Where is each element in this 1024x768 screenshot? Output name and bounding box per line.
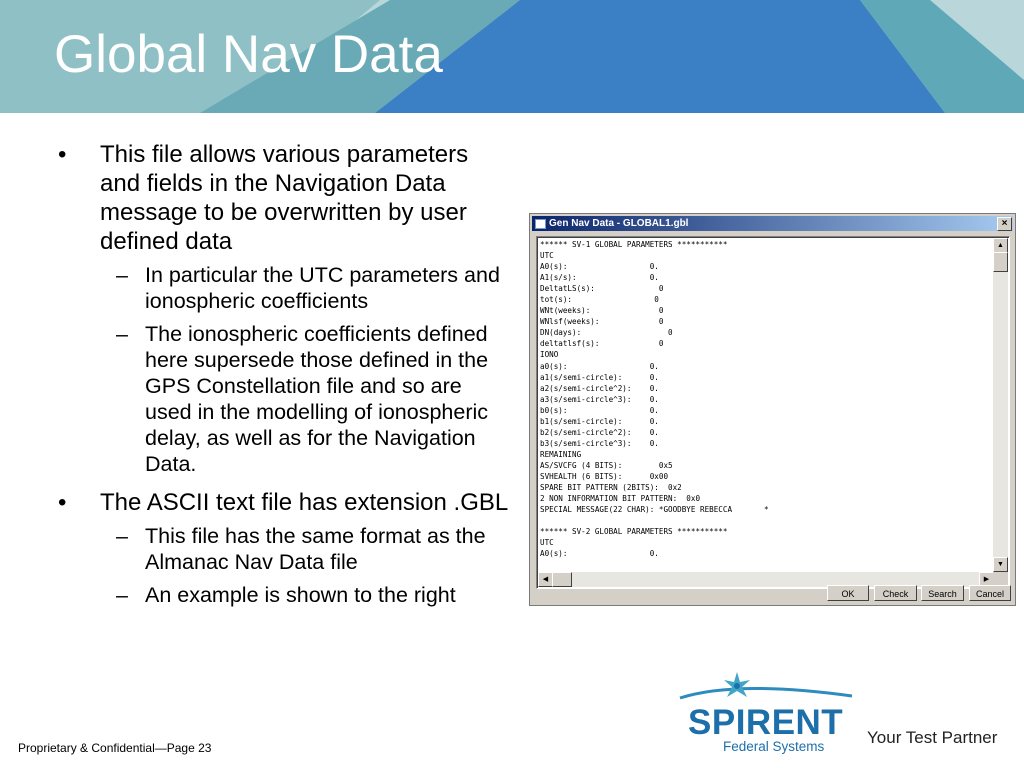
- dialog-title: Gen Nav Data - GLOBAL1.gbl: [549, 218, 689, 229]
- search-button[interactable]: Search: [921, 585, 964, 601]
- sub-bullet-item: [58, 262, 513, 314]
- gen-nav-data-dialog: [529, 213, 1016, 606]
- file-line: SVHEALTH (6 BITS): 0x00: [540, 471, 669, 481]
- file-line: IONO: [540, 350, 559, 360]
- file-line: b0(s): 0.: [540, 405, 659, 415]
- sub-bullet-text: The ionospheric coefficients defined here supersede those defined in the GPS Constellation file and so are used in the modelling of ionospheric delay, as well as for the Navigation Data.: [145, 322, 489, 476]
- bullet-dot: •: [58, 141, 67, 168]
- file-line: WNlsf(weeks): 0: [540, 317, 664, 327]
- file-line: ****** SV-1 GLOBAL PARAMETERS ***********: [540, 240, 728, 249]
- file-contents: [540, 239, 996, 571]
- check-button[interactable]: Check: [874, 585, 917, 601]
- file-line: A1(s/s): 0.: [540, 273, 659, 283]
- file-line: tot(s): 0: [540, 295, 659, 305]
- file-text-area[interactable]: [536, 236, 1010, 589]
- ok-button[interactable]: OK: [827, 585, 869, 601]
- bullet-dot: •: [58, 489, 67, 516]
- file-line: b3(s/semi-circle^3): 0.: [540, 438, 659, 448]
- sub-bullet-item: [58, 523, 513, 575]
- star-icon: [724, 672, 750, 697]
- dash-marker: –: [116, 524, 128, 548]
- scroll-up-button[interactable]: ▲: [993, 238, 1008, 253]
- file-line: a0(s): 0.: [540, 361, 659, 371]
- file-line: AS/SVCFG (4 BITS): 0x5: [540, 460, 673, 470]
- file-line: WNt(weeks): 0: [540, 306, 664, 316]
- dialog-titlebar[interactable]: [532, 216, 1013, 231]
- file-line: a1(s/semi-circle): 0.: [540, 372, 659, 382]
- bullet-item: [58, 140, 513, 256]
- slide-title: Global Nav Data: [54, 25, 443, 84]
- brand-name: SPIRENT: [688, 703, 844, 742]
- horizontal-scroll-thumb[interactable]: [552, 572, 572, 587]
- file-line: DeltatLS(s): 0: [540, 284, 664, 294]
- vertical-scroll-thumb[interactable]: [993, 252, 1008, 272]
- tagline: Your Test Partner: [867, 728, 998, 747]
- file-line: A0(s): 0.: [540, 549, 659, 559]
- file-line: REMAINING: [540, 449, 582, 459]
- file-line: a3(s/semi-circle^3): 0.: [540, 394, 659, 404]
- sub-bullet-text: This file has the same format as the Almanac Nav Data file: [145, 524, 486, 574]
- file-line: b2(s/semi-circle^2): 0.: [540, 427, 659, 437]
- app-icon: [535, 219, 546, 229]
- file-line: deltatlsf(s): 0: [540, 339, 664, 349]
- close-button[interactable]: ×: [997, 217, 1012, 231]
- sub-bullet-item: [58, 321, 513, 477]
- scroll-down-button[interactable]: ▼: [993, 557, 1008, 572]
- file-line: SPARE BIT PATTERN (2BITS): 0x2: [540, 483, 682, 493]
- bullet-text: The ASCII text file has extension .GBL: [100, 489, 509, 516]
- file-line: ****** SV-2 GLOBAL PARAMETERS ***********: [540, 527, 728, 537]
- file-line: SPECIAL MESSAGE(22 CHAR): *GOODBYE REBECCA *: [540, 505, 769, 515]
- dash-marker: –: [116, 583, 128, 607]
- bullet-item: [58, 488, 513, 517]
- file-line: UTC: [540, 251, 554, 261]
- file-line: [540, 515, 996, 526]
- scroll-left-button[interactable]: ◀: [538, 572, 553, 587]
- bullet-list: [58, 140, 513, 615]
- file-line: DN(days): 0: [540, 328, 673, 338]
- sub-bullet-text: In particular the UTC parameters and ionospheric coefficients: [145, 263, 500, 313]
- cancel-button[interactable]: Cancel: [969, 585, 1011, 601]
- sub-bullet-text: An example is shown to the right: [145, 583, 456, 607]
- title-banner: [0, 0, 1024, 113]
- dash-marker: –: [116, 263, 128, 287]
- file-line: A0(s): 0.: [540, 262, 659, 272]
- file-line: UTC: [540, 538, 554, 548]
- sub-bullet-item: [58, 582, 513, 608]
- file-line: b1(s/semi-circle): 0.: [540, 416, 659, 426]
- scroll-right-button[interactable]: ▶: [979, 572, 994, 587]
- bullet-text: This file allows various parameters and fields in the Navigation Data message to be overwritten by user defined data: [100, 141, 469, 255]
- vertical-scrollbar[interactable]: [993, 238, 1008, 572]
- file-line: 2 NON INFORMATION BIT PATTERN: 0x0: [540, 494, 701, 504]
- dash-marker: –: [116, 322, 128, 346]
- file-line: a2(s/semi-circle^2): 0.: [540, 383, 659, 393]
- confidential-footer: Proprietary & Confidential—Page 23: [18, 741, 212, 755]
- brand-subtitle: Federal Systems: [723, 739, 825, 754]
